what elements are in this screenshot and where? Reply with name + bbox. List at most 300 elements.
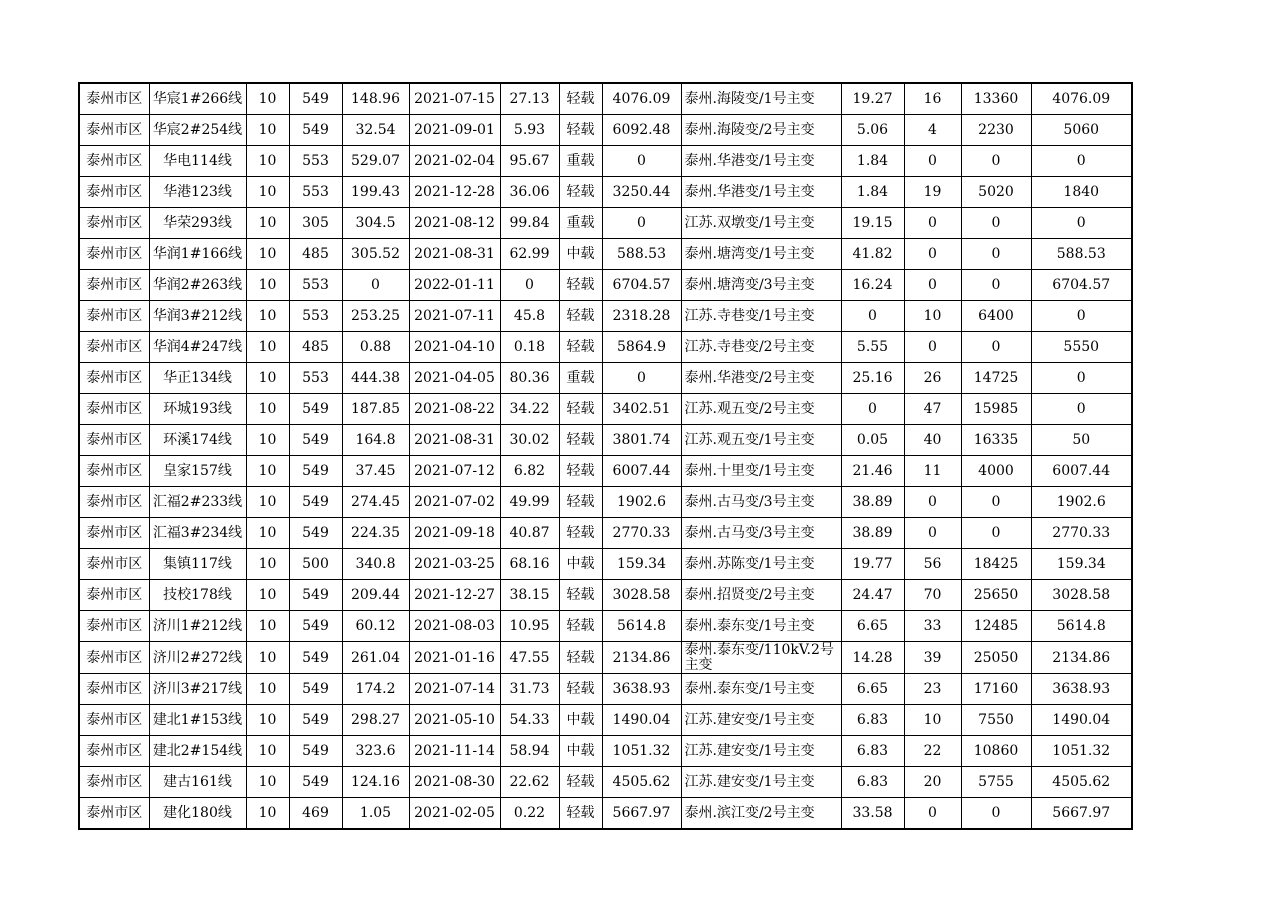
table-cell: 2021-08-12 <box>409 208 500 239</box>
table-cell: 轻载 <box>559 177 602 208</box>
table-cell: 泰州市区 <box>79 115 149 146</box>
table-cell: 2021-08-22 <box>409 394 500 425</box>
table-cell: 10 <box>246 580 289 611</box>
table-cell: 5755 <box>961 767 1031 798</box>
table-cell: 1902.6 <box>602 487 681 518</box>
table-cell: 1051.32 <box>602 736 681 767</box>
table-cell: 49.99 <box>500 487 559 518</box>
table-cell: 10 <box>246 611 289 642</box>
table-cell: 10 <box>904 301 961 332</box>
table-cell: 549 <box>289 580 342 611</box>
table-cell: 305.52 <box>342 239 409 270</box>
table-cell: 0 <box>1031 394 1132 425</box>
table-body <box>79 83 1132 829</box>
table-cell: 15985 <box>961 394 1031 425</box>
table-cell: 华润1#166线 <box>149 239 246 270</box>
table-cell: 199.43 <box>342 177 409 208</box>
table-cell: 4505.62 <box>1031 767 1132 798</box>
table-cell: 10 <box>246 363 289 394</box>
table-cell: 0.18 <box>500 332 559 363</box>
table-cell: 2770.33 <box>602 518 681 549</box>
table-cell: 建古161线 <box>149 767 246 798</box>
table-cell: 4 <box>904 115 961 146</box>
table-cell: 0 <box>904 798 961 830</box>
table-cell: 5020 <box>961 177 1031 208</box>
table-cell: 27.13 <box>500 83 559 115</box>
table-cell: 5864.9 <box>602 332 681 363</box>
table-cell: 华宸1#266线 <box>149 83 246 115</box>
table-cell: 江苏.寺巷变/1号主变 <box>681 301 841 332</box>
table-cell: 0 <box>1031 363 1132 394</box>
table-cell: 6.83 <box>841 736 904 767</box>
table-row <box>79 642 1132 674</box>
table-cell: 中载 <box>559 239 602 270</box>
table-cell: 中载 <box>559 705 602 736</box>
table-row <box>79 456 1132 487</box>
table-cell: 泰州市区 <box>79 270 149 301</box>
table-cell: 轻载 <box>559 642 602 674</box>
table-cell: 5667.97 <box>602 798 681 830</box>
table-cell: 5614.8 <box>1031 611 1132 642</box>
table-cell: 泰州市区 <box>79 394 149 425</box>
table-cell: 0 <box>961 798 1031 830</box>
table-cell: 549 <box>289 705 342 736</box>
table-cell: 泰州.华港变/2号主变 <box>681 363 841 394</box>
table-cell: 0.05 <box>841 425 904 456</box>
table-cell: 2318.28 <box>602 301 681 332</box>
table-cell: 56 <box>904 549 961 580</box>
table-cell: 1.84 <box>841 177 904 208</box>
table-cell: 1.84 <box>841 146 904 177</box>
table-cell: 1.05 <box>342 798 409 830</box>
table-cell: 轻载 <box>559 580 602 611</box>
table-cell: 10 <box>904 705 961 736</box>
table-cell: 泰州.泰东变/1号主变 <box>681 611 841 642</box>
table-cell: 华润3#212线 <box>149 301 246 332</box>
table-cell: 36.06 <box>500 177 559 208</box>
table-cell: 2021-12-28 <box>409 177 500 208</box>
table-cell: 54.33 <box>500 705 559 736</box>
table-cell: 12485 <box>961 611 1031 642</box>
table-cell: 2021-07-02 <box>409 487 500 518</box>
table-cell: 16 <box>904 83 961 115</box>
table-cell: 33.58 <box>841 798 904 830</box>
table-cell: 泰州市区 <box>79 177 149 208</box>
table-cell: 汇福3#234线 <box>149 518 246 549</box>
table-cell: 华宸2#254线 <box>149 115 246 146</box>
table-cell: 3250.44 <box>602 177 681 208</box>
table-cell: 1051.32 <box>1031 736 1132 767</box>
table-cell: 2021-08-30 <box>409 767 500 798</box>
table-cell: 泰州市区 <box>79 611 149 642</box>
table-cell: 18425 <box>961 549 1031 580</box>
table-cell: 4076.09 <box>1031 83 1132 115</box>
table-cell: 0.22 <box>500 798 559 830</box>
table-cell: 588.53 <box>602 239 681 270</box>
table-cell: 124.16 <box>342 767 409 798</box>
table-cell: 95.67 <box>500 146 559 177</box>
table-cell: 0 <box>1031 146 1132 177</box>
table-cell: 553 <box>289 363 342 394</box>
table-cell: 10 <box>246 270 289 301</box>
table-row <box>79 301 1132 332</box>
table-row <box>79 549 1132 580</box>
table-cell: 70 <box>904 580 961 611</box>
table-cell: 31.73 <box>500 674 559 705</box>
table-cell: 37.45 <box>342 456 409 487</box>
table-cell: 10 <box>246 332 289 363</box>
table-cell: 2021-07-12 <box>409 456 500 487</box>
table-cell: 泰州.古马变/3号主变 <box>681 518 841 549</box>
table-cell: 5.93 <box>500 115 559 146</box>
table-cell: 轻载 <box>559 611 602 642</box>
table-cell: 5614.8 <box>602 611 681 642</box>
table-cell: 549 <box>289 425 342 456</box>
table-cell: 技校178线 <box>149 580 246 611</box>
table-cell: 建北1#153线 <box>149 705 246 736</box>
table-cell: 10 <box>246 736 289 767</box>
table-cell: 轻载 <box>559 798 602 830</box>
table-cell: 轻载 <box>559 767 602 798</box>
table-cell: 0 <box>961 518 1031 549</box>
table-cell: 10 <box>246 115 289 146</box>
table-cell: 泰州市区 <box>79 549 149 580</box>
table-cell: 164.8 <box>342 425 409 456</box>
table-row <box>79 611 1132 642</box>
table-cell: 305 <box>289 208 342 239</box>
table-cell: 19.27 <box>841 83 904 115</box>
table-row <box>79 580 1132 611</box>
table-row <box>79 518 1132 549</box>
table-cell: 32.54 <box>342 115 409 146</box>
table-cell: 6704.57 <box>602 270 681 301</box>
table-cell: 39 <box>904 642 961 674</box>
table-cell: 轻载 <box>559 115 602 146</box>
table-cell: 3638.93 <box>602 674 681 705</box>
table-row <box>79 177 1132 208</box>
table-cell: 泰州.十里变/1号主变 <box>681 456 841 487</box>
table-cell: 10860 <box>961 736 1031 767</box>
table-cell: 2134.86 <box>602 642 681 674</box>
table-row <box>79 736 1132 767</box>
table-cell: 5667.97 <box>1031 798 1132 830</box>
table-cell: 建化180线 <box>149 798 246 830</box>
table-cell: 0 <box>602 208 681 239</box>
table-row <box>79 208 1132 239</box>
table-cell: 轻载 <box>559 270 602 301</box>
table-cell: 19.15 <box>841 208 904 239</box>
table-cell: 10 <box>246 208 289 239</box>
table-cell: 2021-03-25 <box>409 549 500 580</box>
table-cell: 2021-02-05 <box>409 798 500 830</box>
table-cell: 2021-05-10 <box>409 705 500 736</box>
table-cell: 6007.44 <box>1031 456 1132 487</box>
table-cell: 0 <box>841 301 904 332</box>
table-cell: 重载 <box>559 363 602 394</box>
table-cell: 40.87 <box>500 518 559 549</box>
table-cell: 5.55 <box>841 332 904 363</box>
table-cell: 泰州市区 <box>79 642 149 674</box>
table-cell: 泰州.海陵变/1号主变 <box>681 83 841 115</box>
table-cell: 340.8 <box>342 549 409 580</box>
table-cell: 轻载 <box>559 518 602 549</box>
table-cell: 2770.33 <box>1031 518 1132 549</box>
table-cell: 10 <box>246 456 289 487</box>
table-cell: 泰州.华港变/1号主变 <box>681 177 841 208</box>
table-cell: 2021-04-05 <box>409 363 500 394</box>
table-cell: 2021-11-14 <box>409 736 500 767</box>
table-cell: 22.62 <box>500 767 559 798</box>
table-cell: 10 <box>246 767 289 798</box>
table-cell: 549 <box>289 83 342 115</box>
table-cell: 553 <box>289 146 342 177</box>
table-row <box>79 332 1132 363</box>
table-cell: 2021-07-11 <box>409 301 500 332</box>
table-cell: 集镇117线 <box>149 549 246 580</box>
table-cell: 华润2#263线 <box>149 270 246 301</box>
table-cell: 泰州.古马变/3号主变 <box>681 487 841 518</box>
table-row <box>79 425 1132 456</box>
table-cell: 济川3#217线 <box>149 674 246 705</box>
table-cell: 江苏.双墩变/1号主变 <box>681 208 841 239</box>
table-row <box>79 705 1132 736</box>
table-cell: 10 <box>246 239 289 270</box>
table-cell: 553 <box>289 177 342 208</box>
table-cell: 50 <box>1031 425 1132 456</box>
table-cell: 6.65 <box>841 674 904 705</box>
table-cell: 68.16 <box>500 549 559 580</box>
table-cell: 重载 <box>559 208 602 239</box>
table-cell: 148.96 <box>342 83 409 115</box>
table-cell: 1490.04 <box>1031 705 1132 736</box>
table-cell: 0 <box>961 270 1031 301</box>
table-cell: 45.8 <box>500 301 559 332</box>
table-cell: 泰州市区 <box>79 363 149 394</box>
table-cell: 25.16 <box>841 363 904 394</box>
table-cell: 泰州市区 <box>79 146 149 177</box>
table-cell: 泰州市区 <box>79 674 149 705</box>
table-cell: 10 <box>246 518 289 549</box>
table-cell: 江苏.建安变/1号主变 <box>681 705 841 736</box>
table-cell: 11 <box>904 456 961 487</box>
table-cell: 泰州市区 <box>79 767 149 798</box>
table-cell: 10 <box>246 425 289 456</box>
table-row <box>79 239 1132 270</box>
table-cell: 0 <box>602 363 681 394</box>
table-cell: 47.55 <box>500 642 559 674</box>
table-cell: 10 <box>246 146 289 177</box>
table-cell: 16.24 <box>841 270 904 301</box>
table-cell: 38.89 <box>841 518 904 549</box>
table-cell: 14.28 <box>841 642 904 674</box>
table-cell: 0 <box>904 518 961 549</box>
table-cell: 环溪174线 <box>149 425 246 456</box>
table-cell: 20 <box>904 767 961 798</box>
table-row <box>79 394 1132 425</box>
table-cell: 泰州市区 <box>79 456 149 487</box>
table-cell: 10 <box>246 301 289 332</box>
table-cell: 0 <box>1031 208 1132 239</box>
data-table <box>78 82 1133 830</box>
table-cell: 泰州市区 <box>79 208 149 239</box>
table-cell: 华正134线 <box>149 363 246 394</box>
table-cell: 13360 <box>961 83 1031 115</box>
table-cell: 0 <box>961 146 1031 177</box>
table-cell: 0 <box>904 270 961 301</box>
table-cell: 泰州.招贤变/2号主变 <box>681 580 841 611</box>
table-cell: 泰州.滨江变/2号主变 <box>681 798 841 830</box>
table-cell: 10 <box>246 394 289 425</box>
table-cell: 轻载 <box>559 425 602 456</box>
table-row <box>79 487 1132 518</box>
table-cell: 泰州.塘湾变/1号主变 <box>681 239 841 270</box>
table-cell: 41.82 <box>841 239 904 270</box>
table-cell: 38.15 <box>500 580 559 611</box>
table-cell: 10 <box>246 487 289 518</box>
table-cell: 泰州市区 <box>79 798 149 830</box>
table-cell: 泰州市区 <box>79 332 149 363</box>
table-cell: 2021-02-04 <box>409 146 500 177</box>
table-cell: 2134.86 <box>1031 642 1132 674</box>
table-cell: 21.46 <box>841 456 904 487</box>
table-cell: 0 <box>961 239 1031 270</box>
table-cell: 0 <box>904 239 961 270</box>
table-cell: 209.44 <box>342 580 409 611</box>
table-cell: 江苏.观五变/1号主变 <box>681 425 841 456</box>
table-cell: 17160 <box>961 674 1031 705</box>
table-cell: 0 <box>961 332 1031 363</box>
table-cell: 549 <box>289 487 342 518</box>
table-cell: 34.22 <box>500 394 559 425</box>
table-cell: 47 <box>904 394 961 425</box>
table-cell: 261.04 <box>342 642 409 674</box>
table-cell: 14725 <box>961 363 1031 394</box>
table-cell: 7550 <box>961 705 1031 736</box>
table-cell: 泰州.塘湾变/3号主变 <box>681 270 841 301</box>
table-cell: 19.77 <box>841 549 904 580</box>
table-cell: 485 <box>289 332 342 363</box>
table-cell: 0 <box>904 208 961 239</box>
table-cell: 建北2#154线 <box>149 736 246 767</box>
table-row <box>79 83 1132 115</box>
table-cell: 泰州.泰东变/110kV.2号主变 <box>681 642 841 674</box>
table-cell: 159.34 <box>602 549 681 580</box>
table-cell: 549 <box>289 518 342 549</box>
table-cell: 3638.93 <box>1031 674 1132 705</box>
table-cell: 0 <box>342 270 409 301</box>
table-cell: 轻载 <box>559 674 602 705</box>
table-cell: 0 <box>961 487 1031 518</box>
table-cell: 553 <box>289 270 342 301</box>
table-cell: 6.83 <box>841 767 904 798</box>
table-row <box>79 767 1132 798</box>
table-cell: 泰州市区 <box>79 736 149 767</box>
table-cell: 3028.58 <box>1031 580 1132 611</box>
table-cell: 泰州.苏陈变/1号主变 <box>681 549 841 580</box>
table-cell: 泰州市区 <box>79 425 149 456</box>
table-cell: 588.53 <box>1031 239 1132 270</box>
table-cell: 549 <box>289 767 342 798</box>
table-cell: 1840 <box>1031 177 1132 208</box>
table-cell: 298.27 <box>342 705 409 736</box>
table-cell: 2021-04-10 <box>409 332 500 363</box>
table-cell: 华润4#247线 <box>149 332 246 363</box>
table-cell: 5060 <box>1031 115 1132 146</box>
table-cell: 6400 <box>961 301 1031 332</box>
table-cell: 174.2 <box>342 674 409 705</box>
table-cell: 30.02 <box>500 425 559 456</box>
table-cell: 25650 <box>961 580 1031 611</box>
table-row <box>79 798 1132 830</box>
table-cell: 0 <box>1031 301 1132 332</box>
table-cell: 中载 <box>559 736 602 767</box>
table-cell: 323.6 <box>342 736 409 767</box>
table-cell: 2022-01-11 <box>409 270 500 301</box>
table-cell: 2021-09-01 <box>409 115 500 146</box>
table-cell: 济川2#272线 <box>149 642 246 674</box>
table-cell: 6007.44 <box>602 456 681 487</box>
table-cell: 轻载 <box>559 83 602 115</box>
table-cell: 500 <box>289 549 342 580</box>
table-row <box>79 115 1132 146</box>
table-cell: 159.34 <box>1031 549 1132 580</box>
table-cell: 轻载 <box>559 332 602 363</box>
table-cell: 重载 <box>559 146 602 177</box>
table-row <box>79 363 1132 394</box>
table-cell: 25050 <box>961 642 1031 674</box>
table-cell: 0 <box>602 146 681 177</box>
table-cell: 444.38 <box>342 363 409 394</box>
table-cell: 253.25 <box>342 301 409 332</box>
table-cell: 2021-12-27 <box>409 580 500 611</box>
table-cell: 5550 <box>1031 332 1132 363</box>
table-cell: 5.06 <box>841 115 904 146</box>
table-cell: 环城193线 <box>149 394 246 425</box>
table-cell: 泰州市区 <box>79 83 149 115</box>
table-cell: 0 <box>904 487 961 518</box>
table-cell: 58.94 <box>500 736 559 767</box>
table-cell: 皇家157线 <box>149 456 246 487</box>
table-cell: 10 <box>246 642 289 674</box>
table-cell: 2021-07-14 <box>409 674 500 705</box>
table-cell: 10 <box>246 549 289 580</box>
table-cell: 轻载 <box>559 301 602 332</box>
table-cell: 江苏.寺巷变/2号主变 <box>681 332 841 363</box>
table-cell: 轻载 <box>559 456 602 487</box>
table-cell: 6.83 <box>841 705 904 736</box>
table-cell: 274.45 <box>342 487 409 518</box>
table-cell: 泰州市区 <box>79 518 149 549</box>
table-cell: 轻载 <box>559 394 602 425</box>
table-cell: 6704.57 <box>1031 270 1132 301</box>
table-cell: 1490.04 <box>602 705 681 736</box>
table-cell: 6.65 <box>841 611 904 642</box>
table-cell: 泰州市区 <box>79 487 149 518</box>
table-cell: 553 <box>289 301 342 332</box>
table-cell: 224.35 <box>342 518 409 549</box>
table-cell: 汇福2#233线 <box>149 487 246 518</box>
table-cell: 2021-08-31 <box>409 239 500 270</box>
table-cell: 549 <box>289 642 342 674</box>
table-cell: 4000 <box>961 456 1031 487</box>
table-cell: 泰州.海陵变/2号主变 <box>681 115 841 146</box>
table-row <box>79 674 1132 705</box>
table-cell: 187.85 <box>342 394 409 425</box>
table-cell: 0.88 <box>342 332 409 363</box>
table-cell: 10 <box>246 798 289 830</box>
table-cell: 6092.48 <box>602 115 681 146</box>
table-cell: 泰州市区 <box>79 580 149 611</box>
